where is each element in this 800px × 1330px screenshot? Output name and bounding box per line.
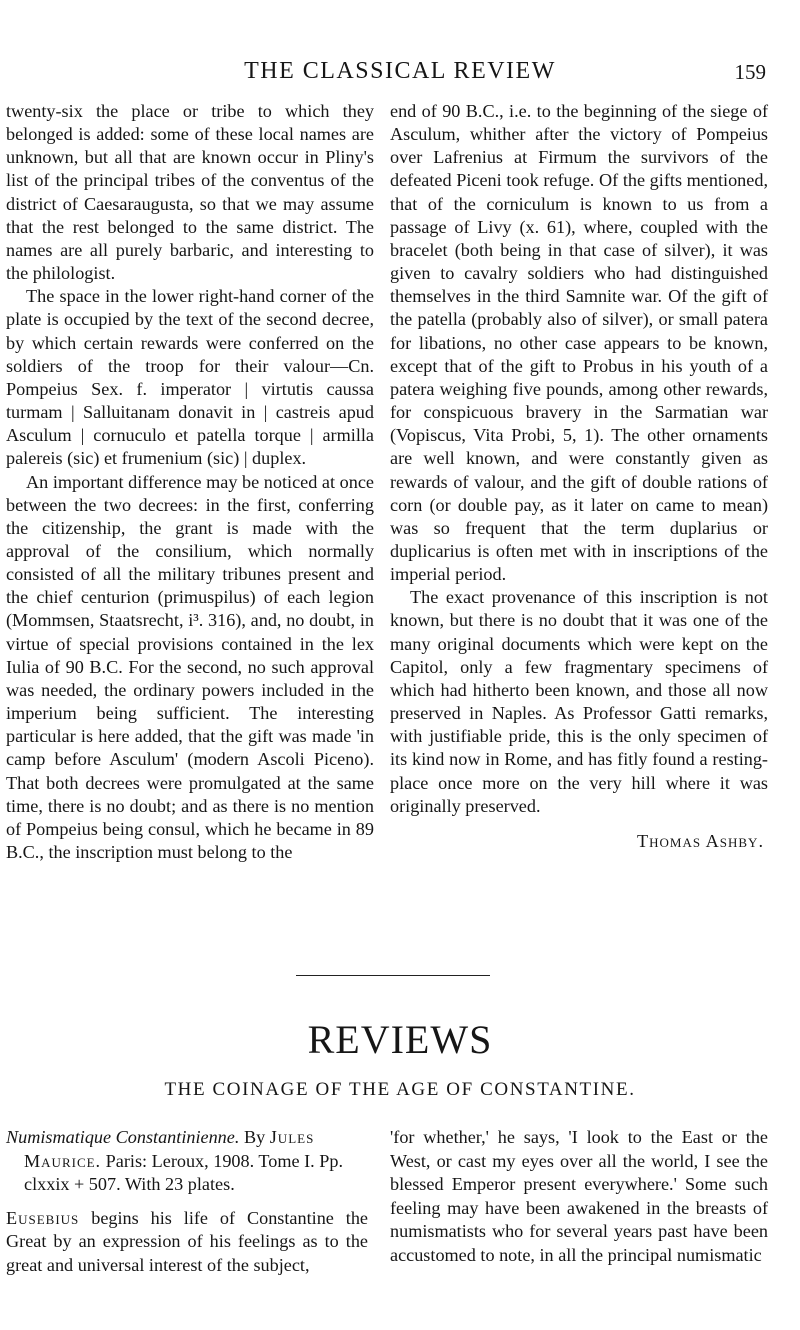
review-right-column [390,1126,768,1267]
book-author: Jules Maurice. [24,1127,315,1171]
review-paragraph-start [6,1207,368,1278]
review-left-column [6,1126,368,1277]
article-right-column [390,100,768,853]
running-header: THE CLASSICAL REVIEW [244,58,556,84]
article-paragraph-3: An important difference may be noticed at once between the two decrees: in the first, conferring the citizenship, the grant is made with the approval of the consilium, which normally consisted of all the military tribunes present and the chief centurion (primuspilus) of each legion (Mommsen, Staatsrecht, i³. 316), and, no doubt, in virtue of special provisions contained in the lex Iulia of 90 B.C. For the second, no such approval was needed, the ordinary powers included in the imperium being sufficient. The interesting particular is here added, that the gift was made 'in camp before Asculum' (modern Ascoli Piceno). That both decrees were promulgated at the same time, there is no doubt; and as there is no mention of Pompeius being consul, which he became in 89 B.C., the inscription must belong to the [6,471,374,862]
article-paragraph-5: The exact provenance of this inscription is not known, but there is no doubt that it was one of the many original documents which were kept on the Capitol, only a few fragmentary specimens of which had hitherto been known, and those all now preserved in Naples. As Professor Gatti remarks, with justifiable pride, this is the only specimen of its kind now in Rome, and has fitly found a resting-place once more on the very hill where it was originally preserved. [390,587,768,816]
article-left-column [6,100,374,864]
review-right-text: 'for whether,' he says, 'I look to the East or the West, or cast my eyes over all the world, I see the blessed Emperor present everywhere.' Some such feeling may have been awakened in the breasts of numismatists who for several years past have been accustomed to note, in all the principal numismatic [390,1127,768,1265]
section-divider [296,975,490,976]
book-details: Paris: Leroux, 1908. Tome I. Pp. clxxix + 507. With 23 plates. [24,1150,343,1194]
page-number: 159 [734,60,766,84]
article-paragraph-1: twenty-six the place or tribe to which they belonged is added: some of these local names are unknown, but all that are known occur in Pliny's list of the principal tribes of the conventus of the district of Caesaraugusta, so that we may assume that the rest belonged to the same district. The names are all purely barbaric, and interesting to the philologist. [6,101,374,284]
article-paragraph-4: end of 90 B.C., i.e. to the beginning of the siege of Asculum, whither after the victory of Pompeius over Lafrenius at Firmum the survivors of the defeated Piceni took refuge. Of the gifts mentioned, that of the corniculum is known to us from a passage of Livy (x. 61), where, coupled with the bracelet (both being in that case of silver), it was given to cavalry soldiers who had distinguished themselves in the third Samnite war. Of the gift of the patella (probably also of silver), or small patera for libations, no other case appears to be known, except that of the gift to Probus in his youth of a patera weighing five pounds, among other rewards, for conspicuous bravery in the Sarmatian war (Vopiscus, Vita Probi, 5, 1). The other ornaments are well known, and were constantly given as rewards of valour, and the gift of double rations of corn (or double pay, as it later on came to mean) was so frequent that the term duplarius or duplicarius is often met with in inscriptions of the imperial period. [390,101,768,585]
book-title: Numismatique Constantinienne. [6,1127,240,1147]
book-by: By [243,1127,266,1147]
review-left-text: begins his life of Constantine the Great by an expression of his feelings as to the great and universal interest of the subject, [6,1207,369,1275]
review-first-word: Eusebius [6,1207,80,1228]
article-paragraph-2: The space in the lower right-hand corner of the plate is occupied by the text of the second decree, by which certain rewards were conferred on the soldiers of the troop for their valour—Cn. Pompeius Sex. f. imperator | virtutis caussa turmam | Salluitanam donavit in | castreis apud Asculum | cornuculo et patella torque | armilla palereis (sic) et frumenium (sic) | duplex. [6,286,374,469]
review-title: THE COINAGE OF THE AGE OF CONSTANTINE. [164,1079,636,1100]
author-signature: Thomas Ashby. [637,830,764,851]
section-heading: REVIEWS [307,1017,493,1062]
book-citation [6,1126,368,1197]
